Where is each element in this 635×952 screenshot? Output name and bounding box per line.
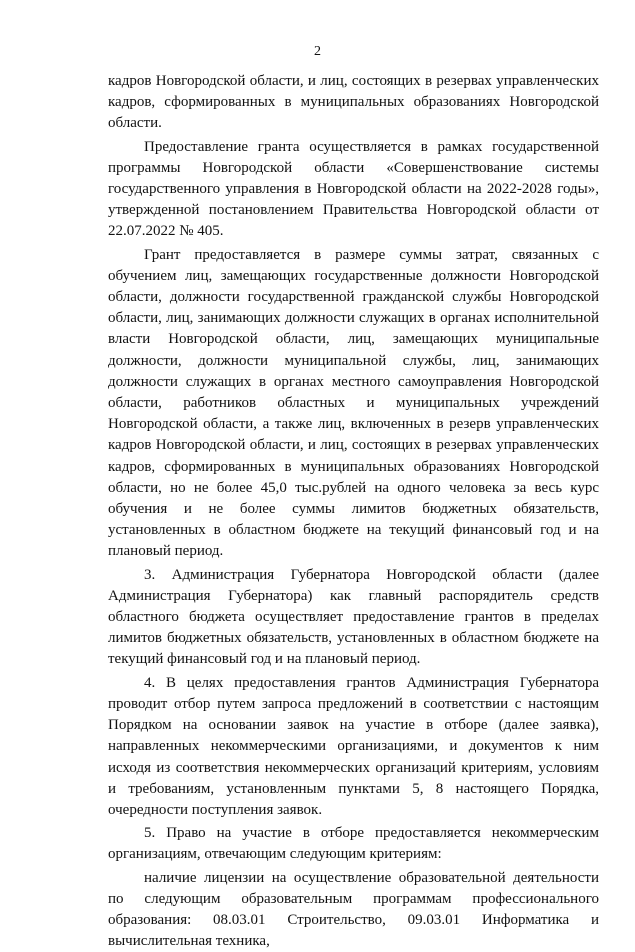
paragraph-license-criterion: наличие лицензии на осуществление образовательной деятельности по следующим образовательным программам профессионального образования: 08.03.01 Строительство, 09.03.01 Информатика и вычислительная техника,	[108, 869, 599, 950]
document-body	[108, 71, 599, 952]
paragraph-grant-amount: Грант предоставляется в размере суммы затрат, связанных с обучением лиц, замещающих государственные должности Новгородской области, должности государственной гражданской службы Новгородской области, лиц, занимающих должности служащих в органах исполнительной власти Новгородской области, лиц, замещающих муниципальные должности, должности муниципальной службы, лиц, занимающих должности служащих в органах местного самоуправления Новгородской области, работников областных и муниципальных учреждений Новгородской области, а также лиц, включенных в резерв управленческих кадров Новгородской области, и лиц, состоящих в резервах управленческих кадров, сформированных в муниципальных образованиях Новгородской области, но не более 45,0 тыс.рублей на одного человека за весь курс обучения и не более суммы лимитов бюджетных обязательств, установленных в областном бюджете на текущий финансовый год и на плановый период.	[108, 246, 599, 560]
paragraph-item-4: 4. В целях предоставления грантов Администрация Губернатора проводит отбор путем запроса предложений в соответствии с настоящим Порядком на основании заявок на участие в отборе (далее заявка), направленных некоммерческими организациями, и документов к ним исходя из соответствия некоммерческих организаций критериям, условиям и требованиям, установленным пунктами 5, 8 настоящего Порядка, очередности поступления заявок.	[108, 674, 599, 818]
paragraph-continuation: кадров Новгородской области, и лиц, состоящих в резервах управленческих кадров, сформированных в муниципальных образованиях Новгородской области.	[108, 73, 599, 132]
page-number: 2	[314, 44, 321, 59]
paragraph-item-3: 3. Администрация Губернатора Новгородской области (далее Администрация Губернатора) как главный распорядитель средств областного бюджета осуществляет предоставление грантов в пределах лимитов бюджетных обязательств, установленных в областном бюджете на текущий финансовый год и на плановый период.	[108, 566, 599, 668]
paragraph-item-5: 5. Право на участие в отборе предоставляется некоммерческим организациям, отвечающим следующим критериям:	[108, 825, 599, 863]
paragraph-grant-program: Предоставление гранта осуществляется в рамках государственной программы Новгородской области «Совершенствование системы государственного управления в Новгородской области на 2022-2028 годы», утвержденной постановлением Правительства Новгородской области от 22.07.2022 № 405.	[108, 138, 599, 240]
